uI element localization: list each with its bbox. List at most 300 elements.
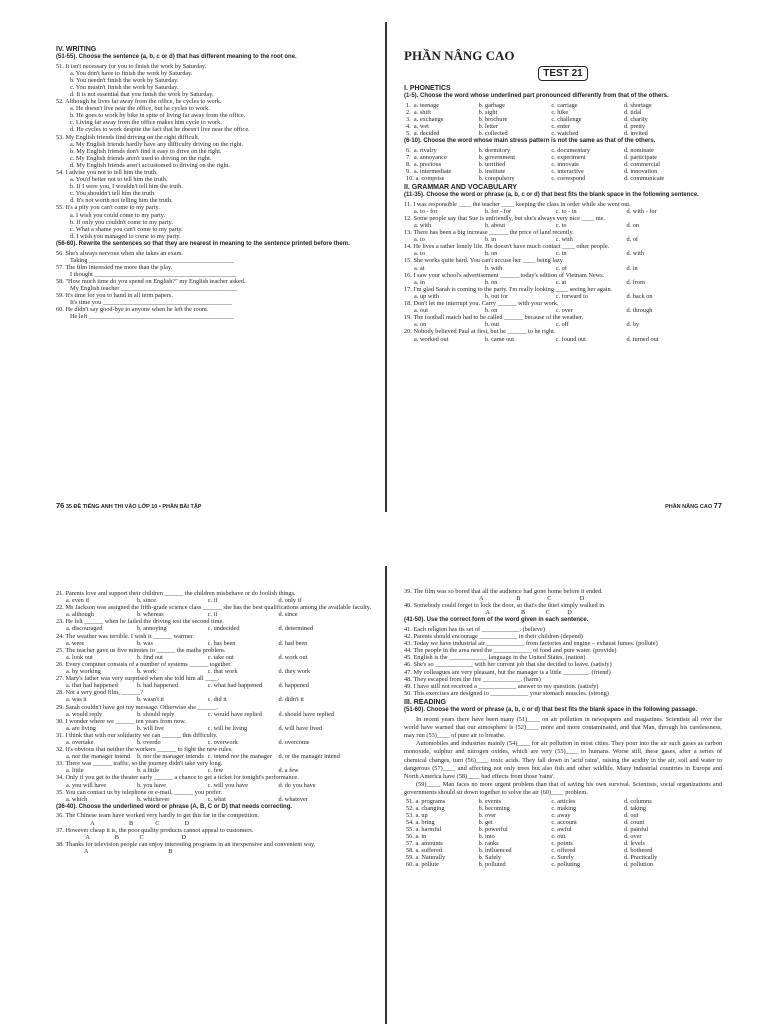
option: d. invited bbox=[624, 129, 648, 137]
option: d. will have lived bbox=[278, 724, 323, 732]
option: a. with bbox=[414, 222, 432, 229]
option: c. that work bbox=[207, 668, 238, 676]
option: 4. a. wet bbox=[406, 122, 429, 130]
option: c. account bbox=[551, 818, 577, 826]
option: d. count bbox=[624, 818, 645, 826]
option: d. shortage bbox=[624, 101, 652, 109]
option-row bbox=[404, 279, 722, 286]
question-text: 11. I was responsible ____ the teacher ____ keeping the class in order while she went out. bbox=[404, 200, 631, 208]
option: d. over bbox=[624, 833, 642, 840]
option-row bbox=[404, 307, 722, 314]
option: d. in bbox=[626, 264, 638, 272]
option: d. My English friends aren't accustomed to driving on the right. bbox=[70, 161, 230, 169]
option: a. to bbox=[414, 236, 425, 244]
option: 52. a. changing bbox=[406, 804, 445, 812]
instruction: (11-35). Choose the word or phrase (a, b, c or d) that best fits the blank space in the following sentence. bbox=[404, 192, 699, 199]
question-list bbox=[56, 590, 374, 803]
option: c. out bbox=[551, 833, 566, 840]
option: c. polluting bbox=[551, 861, 581, 869]
option: a. which bbox=[66, 795, 88, 803]
option-row bbox=[404, 154, 722, 161]
option: a. He doesn't live near the office, but he cycles to work. bbox=[70, 105, 210, 113]
question-text: 26. Every computer consists of a number of systems ______ together. bbox=[56, 660, 232, 668]
option-row bbox=[56, 682, 374, 689]
option: a. although bbox=[66, 611, 94, 619]
option: b. compulsory bbox=[478, 175, 515, 183]
option: b. You needn't finish the work by Saturday. bbox=[70, 76, 179, 84]
option: b. ranks bbox=[478, 840, 499, 848]
option: c. watched bbox=[551, 129, 579, 137]
option: b. institute bbox=[478, 167, 506, 175]
option: a. even if bbox=[66, 597, 90, 605]
option-row bbox=[404, 175, 722, 182]
option-row bbox=[404, 805, 722, 812]
option: d. taking bbox=[624, 804, 647, 812]
option: c. if bbox=[207, 611, 218, 619]
option-row bbox=[404, 236, 722, 243]
option: 1. a. teenage bbox=[406, 101, 440, 109]
word-form-item: 50. This exercises are designed to ____________ your stomach muscles. (strong) bbox=[404, 689, 609, 697]
option: b. into bbox=[478, 833, 495, 840]
option: c. correspond bbox=[551, 175, 586, 183]
option: b. on bbox=[484, 307, 498, 315]
word-form-item: 48. They escaped from the fire ____________. (harm) bbox=[404, 675, 541, 683]
option: c. interactive bbox=[551, 167, 584, 175]
page-right-bottom bbox=[404, 580, 722, 1024]
option-row bbox=[404, 840, 722, 847]
option: c. Living far away from the office makes him cycle to work. bbox=[70, 119, 222, 127]
option: c. to - in bbox=[555, 207, 577, 215]
option: c. away bbox=[551, 811, 571, 819]
passage-paragraph: (59)____, Man faces no more urgent problem than that of saving his own survival. Scientists, social organizations and governments should sit down together to solve the air (60)____ problem. bbox=[404, 781, 722, 797]
option: b. wasn't it bbox=[136, 696, 165, 704]
option: b. influenced bbox=[478, 847, 512, 855]
option: d. I wish you managed to come to my party. bbox=[70, 232, 181, 240]
option: c. making bbox=[551, 804, 577, 812]
option: d. by bbox=[626, 321, 640, 329]
option: d. had been bbox=[278, 639, 308, 647]
option: c. undecided bbox=[207, 625, 240, 633]
option: d. overcome bbox=[278, 738, 310, 746]
option: b. was bbox=[136, 639, 153, 647]
option: 10. a. comprise bbox=[406, 175, 445, 183]
option: b. since bbox=[136, 597, 157, 605]
option: d. levels bbox=[624, 840, 646, 848]
option-row bbox=[404, 798, 722, 805]
option: b. on bbox=[484, 278, 498, 286]
question-text: 35. You can contact us by telephone or e-mail, ______ you prefer. bbox=[56, 788, 222, 796]
option: c. You shouldn't tell him the truth. bbox=[70, 190, 156, 198]
option: c. awful bbox=[551, 825, 572, 833]
option-row bbox=[404, 861, 722, 868]
option: c. in bbox=[555, 250, 567, 258]
word-form-item: 45. English is the ____________ language in the United States. (nation) bbox=[404, 654, 586, 662]
option-row bbox=[56, 696, 374, 703]
option: d. turned out bbox=[626, 335, 659, 343]
option: c. experiment bbox=[551, 153, 586, 161]
option: a. You'd better not to tell him the truth. bbox=[70, 176, 168, 184]
underline-markers: A B C D bbox=[70, 833, 186, 841]
option: c. at bbox=[555, 278, 567, 286]
option: c. enter bbox=[551, 122, 570, 130]
option: b. over bbox=[478, 811, 497, 819]
question-text: 22. Ms Jackson was assigned the fifth-grade science class ______ she has the best qualifications among the available faculty. bbox=[56, 604, 372, 612]
option: b. He goes to work by bike in spite of living far away from the office. bbox=[70, 112, 246, 120]
option: d. participate bbox=[624, 153, 657, 161]
option-row bbox=[56, 668, 374, 675]
question-text: 21. Parents love and support their children ______ the children misbehave or do foolish things. bbox=[56, 590, 296, 597]
page-77 bbox=[404, 40, 722, 510]
option-grid bbox=[404, 798, 722, 869]
underline-markers: A B C D bbox=[418, 595, 585, 603]
option: 3. a. exchange bbox=[406, 115, 444, 123]
option: 55. a. harmful bbox=[406, 825, 442, 833]
option: b. whichever bbox=[136, 795, 170, 803]
option: d. with - for bbox=[626, 207, 657, 215]
answer-line: Taking ______________________________________________ bbox=[70, 256, 234, 264]
question-text: 38. Thanks for television people can enjoy interesting programs in an inexpensive and convenient way. bbox=[56, 840, 316, 848]
option: c. over bbox=[555, 307, 573, 315]
option: a. by working bbox=[66, 668, 101, 676]
option: b. a little bbox=[136, 767, 160, 775]
option: a. out bbox=[414, 307, 428, 315]
option: 9. a. intermediate bbox=[406, 167, 452, 175]
word-form-item: 42. Parents should encourage ____________ in their children (depend) bbox=[404, 633, 583, 641]
option: a. discouraged bbox=[66, 625, 103, 633]
option: d. It is not essential that you finish the work by Saturday. bbox=[70, 90, 214, 98]
option: c. few bbox=[207, 767, 224, 775]
instruction: (6-10). Choose the word whose main stress pattern is not the same as that of the others. bbox=[404, 138, 656, 145]
option: d. charity bbox=[624, 115, 648, 123]
page-footer bbox=[56, 501, 201, 510]
question-text: 13. There has been a big increase ______ the price of land recently. bbox=[404, 229, 574, 237]
option: a. up with bbox=[414, 292, 440, 300]
option: d. tidal bbox=[624, 108, 642, 116]
option: d. through bbox=[626, 307, 653, 315]
option-row bbox=[404, 130, 722, 137]
option: b. nor the manager intends bbox=[136, 753, 204, 761]
option: c. will you have bbox=[207, 781, 248, 789]
option: b. whereas bbox=[136, 611, 164, 619]
option-row bbox=[404, 336, 722, 343]
option: a. on bbox=[414, 321, 427, 329]
option: b. get bbox=[478, 818, 493, 826]
page-number: 76 bbox=[56, 501, 65, 510]
option: d. communicate bbox=[624, 175, 665, 183]
option: b. powerful bbox=[478, 825, 508, 833]
option: c. found out bbox=[555, 335, 586, 343]
option-row bbox=[404, 819, 722, 826]
option: d. determined bbox=[278, 625, 314, 633]
option: a. are living bbox=[66, 724, 96, 732]
option: a. worked out bbox=[414, 335, 449, 343]
question-text: 34. Only if you get to the theater early ______ a chance to get a ticket for tonight's performance. bbox=[56, 774, 299, 782]
option: c. points bbox=[551, 840, 573, 848]
option: c. of bbox=[555, 264, 567, 272]
question-text: 33. There was ______ traffic, so the journey didn't take very long. bbox=[56, 760, 223, 768]
option: b. My English friends don't find it easy to drive on the right. bbox=[70, 147, 222, 155]
word-form-item: 44. The people in the area need the ____________ of food and pure water. (provide) bbox=[404, 647, 617, 655]
page-left-bottom bbox=[56, 580, 374, 1024]
option-row bbox=[56, 654, 374, 661]
option: a. at bbox=[414, 264, 425, 272]
option-row bbox=[404, 123, 722, 130]
option: b. collected bbox=[478, 129, 508, 137]
instruction: (36-40). Choose the underlined word or phrase (A, B, C or D) that needs correcting. bbox=[56, 803, 293, 810]
error-list bbox=[404, 588, 722, 616]
option-row bbox=[56, 753, 374, 760]
option: d. only if bbox=[278, 597, 302, 605]
option: a. look out bbox=[66, 653, 93, 661]
option: d. pretty bbox=[624, 122, 646, 130]
passage-paragraph: Automobiles and industries mainly (54)____ for air pollution in most cities. They pour into the air such gases as carbon monoxide, sulphur and nitrogen oxides, which are very (55)____ to humans. Worse still, these gases, after a series of chemical changes, turn (56)____ toxic acids. They fall down in 'acid rains', raising the acidity in the air, soil and water to dangerous (57)____ and affecting not only trees but also fish and other wildlife. Many industrial countries in Europe and North America have (58)____ bad effects from those 'rains'. bbox=[404, 740, 722, 780]
option: a. that had happened bbox=[66, 682, 118, 690]
question-text: 60. He didn't say good-bye to anyone when he left the room. bbox=[56, 306, 209, 314]
option-row bbox=[404, 854, 722, 861]
option-row bbox=[56, 640, 374, 647]
answer-line: My English teacher _____________________________________ bbox=[70, 285, 238, 292]
instruction: (1-5). Choose the word whose underlined part pronounced differently from that of the others. bbox=[404, 93, 669, 99]
option: b. If only you couldn't come to my party. bbox=[70, 218, 173, 226]
underline-markers: A B bbox=[70, 847, 173, 855]
option: d. pollution bbox=[624, 861, 654, 869]
word-form-list bbox=[404, 626, 722, 697]
option: d. columns bbox=[624, 797, 652, 805]
option: b. garbage bbox=[478, 101, 505, 109]
option-row bbox=[404, 208, 722, 215]
option: b. becoming bbox=[478, 804, 510, 812]
option-row bbox=[404, 168, 722, 175]
option-row bbox=[404, 102, 722, 109]
question-text: 53. My English friends find driving on the right difficult. bbox=[56, 133, 200, 141]
question-text: 20. Nobody believed Paul at first, but he ______ to be right. bbox=[404, 328, 556, 336]
option: d. commercial bbox=[624, 160, 661, 168]
option: b. you have bbox=[136, 781, 167, 789]
option: d. since bbox=[278, 611, 298, 619]
option: b. Safely bbox=[478, 854, 502, 862]
word-form-item: 41. Each religion has its set of ____________. (believe) bbox=[404, 625, 545, 633]
option: 53. a. up bbox=[406, 811, 428, 819]
section-title: IV. WRITING bbox=[56, 46, 97, 53]
option: c. to bbox=[555, 222, 567, 229]
option: d. with bbox=[626, 250, 644, 258]
underline-markers: A B C D bbox=[418, 609, 572, 617]
instruction: (56-60). Rewrite the sentences so that they are nearest in meaning to the sentence printed before them. bbox=[56, 240, 350, 247]
option: c. overwork bbox=[207, 738, 238, 746]
option: b. sight bbox=[478, 108, 498, 116]
option: b. had happened bbox=[136, 682, 178, 690]
answer-line: He left ______________________________________________ bbox=[70, 313, 234, 321]
option-row bbox=[404, 222, 722, 229]
answer-line: It's time you _________________________________________ bbox=[70, 299, 232, 307]
option: b. in bbox=[484, 236, 497, 244]
option: d. out bbox=[624, 811, 639, 819]
option: b. dormitory bbox=[478, 146, 511, 154]
option-row bbox=[56, 611, 374, 618]
error-list bbox=[56, 812, 374, 855]
option: c. what had happened bbox=[207, 682, 263, 690]
question-text: 19. The football match had to be called ______ because of the weather. bbox=[404, 314, 584, 322]
option-grid bbox=[404, 147, 722, 182]
option: b. on bbox=[484, 250, 498, 258]
option: c. did it bbox=[207, 696, 227, 704]
page-76 bbox=[56, 40, 374, 510]
option: d. Practically bbox=[624, 854, 658, 862]
option: a. would reply bbox=[66, 710, 103, 718]
option: 58. a. suffered bbox=[406, 847, 442, 855]
option: b. terrified bbox=[478, 160, 506, 168]
option: a. little bbox=[66, 767, 84, 775]
question-text: 59. It's time for you to hand in all term papers. bbox=[56, 292, 173, 300]
option: c. challenge bbox=[551, 115, 582, 123]
section-title: I. PHONETICS bbox=[404, 85, 451, 92]
option-row bbox=[404, 826, 722, 833]
option: c. Surely bbox=[551, 854, 574, 862]
section-title: II. GRAMMAR AND VOCABULARY bbox=[404, 184, 518, 192]
option: a. to bbox=[414, 250, 425, 258]
word-form-item: 49. I have still not received a ____________ answer to my question. (satisfy) bbox=[404, 682, 599, 690]
question-text: 32. It's obvious that neither the workers ______ to fight the new rules. bbox=[56, 746, 233, 754]
option: c. You mustn't finish the work by Saturday. bbox=[70, 83, 179, 91]
option: b. about bbox=[484, 222, 506, 229]
option: b. should reply bbox=[136, 710, 175, 718]
option: a. were bbox=[66, 639, 85, 647]
option: c. carriage bbox=[551, 101, 578, 109]
question-text: 15. She works quite hard. You can't accuse her ____ being lazy. bbox=[404, 257, 565, 265]
word-form-item: 46. She's so ____________ with her current job that she decided to leave. (satisfy) bbox=[404, 661, 612, 669]
option: d. do you have bbox=[278, 781, 316, 789]
option-grid bbox=[404, 102, 722, 137]
option-row bbox=[404, 293, 722, 300]
option: a. overtake bbox=[66, 738, 94, 746]
option: b. letter bbox=[478, 122, 498, 130]
option-row bbox=[56, 597, 374, 604]
option-row bbox=[56, 625, 374, 632]
option: d. should have replied bbox=[278, 710, 335, 718]
option: a. You don't have to finish the work by Saturday. bbox=[70, 69, 193, 77]
question-text: 39. The film was so bored that all the audience had gone home before it ended. bbox=[404, 588, 603, 595]
option: c. would have replied bbox=[207, 710, 262, 718]
option: a. you will have bbox=[66, 781, 107, 789]
page-banner: PHẦN NÂNG CAO bbox=[404, 48, 515, 63]
word-form-item: 43. Today we have industrial air ____________ from factories and engine – exhaust fumes. (pollute) bbox=[404, 640, 658, 648]
option: a. My English friends hardly have any difficulty driving on the right. bbox=[70, 140, 244, 148]
question-text: 54. I advise you not to tell him the truth. bbox=[56, 169, 158, 176]
option: d. innovation bbox=[624, 167, 658, 175]
option: d. whatever bbox=[278, 795, 308, 803]
question-text: 31. I think that with our solidarity we can ______ this difficulty. bbox=[56, 731, 218, 739]
question-text: 23. He felt ______ when he failed the driving test the second time. bbox=[56, 618, 224, 626]
option: 54. a. bring bbox=[406, 818, 435, 826]
question-text: 36. The Chinese team have worked very hardly to get this far in the competition. bbox=[56, 812, 260, 820]
test-badge: TEST 21 bbox=[538, 66, 588, 81]
question-text: 14. He lives a rather lonely life. He doesn't have much contact ____ other people. bbox=[404, 243, 610, 251]
instruction: (51-60). Choose the word or phrase (a, b, c or d) that best fits the blank space in the following passage. bbox=[404, 706, 698, 713]
option: c. innovate bbox=[551, 160, 579, 168]
option-row bbox=[56, 739, 374, 746]
question-text: 28. Not a very good film, ______? bbox=[56, 689, 144, 697]
page-number: 77 bbox=[713, 501, 722, 510]
option-row bbox=[56, 725, 374, 732]
question-text: 29. Sarah couldn't have got my message. Otherwise she ______. bbox=[56, 703, 219, 711]
footer-text: 35 ĐỀ TIẾNG ANH THI VÀO LỚP 10 • PHẦN BÀI TẬP bbox=[65, 504, 202, 510]
question-text: 17. I'm glad Sarah is coming to the party. I'm really looking ____ seeing her again. bbox=[404, 285, 613, 293]
option: d. nominate bbox=[624, 146, 654, 154]
option: b. government bbox=[478, 153, 516, 161]
option: 60. a. pollute bbox=[406, 861, 439, 869]
option-row bbox=[404, 109, 722, 116]
option: c. intend nor the manager bbox=[207, 753, 272, 761]
option: c. forward to bbox=[555, 292, 589, 300]
question-text: 57. The film interested me more than the play. bbox=[56, 263, 173, 271]
option: b. for - for bbox=[484, 207, 512, 215]
question-text: 51. It isn't necessary for you to finish the work by Saturday. bbox=[56, 62, 207, 70]
question-text: 30. I wonder where we ______ ten years from now. bbox=[56, 717, 186, 725]
question-text: 52. Although he lives far away from the office, he cycles to work. bbox=[56, 98, 222, 106]
option-row bbox=[404, 812, 722, 819]
option: b. polluted bbox=[478, 861, 506, 869]
option: c. What a shame you can't come to my party. bbox=[70, 225, 183, 233]
option: d. work out bbox=[278, 653, 308, 661]
option: b. will live bbox=[136, 724, 164, 732]
instruction: (51-55). Choose the sentence (a, b, c or d) that has different meaning to the root one. bbox=[56, 54, 297, 60]
option: d. back on bbox=[626, 292, 653, 300]
option: 57. a. amounts bbox=[406, 840, 443, 848]
option: c. will be living bbox=[207, 724, 248, 732]
option: d. they work bbox=[278, 668, 311, 676]
passage-paragraph: In recent years there have been many (51)____ on air pollution in newspapers and magazines. Scientists all over the world have warned that our atmosphere is (52)____ more and more contaminated, and that Man, through his carelessness, may run (53)____ of pure air to breathe. bbox=[404, 715, 722, 739]
question-list bbox=[404, 201, 722, 343]
option: c. what bbox=[207, 795, 226, 803]
option: c. has been bbox=[207, 639, 236, 647]
option: c. with bbox=[555, 236, 573, 244]
option: d. He cycles to work despite the fact that he doesn't live near the office. bbox=[70, 126, 250, 134]
page-footer bbox=[665, 501, 722, 510]
option: a. was it bbox=[66, 696, 87, 704]
question-text: 37. However cheap it is, the poor quality products cannot appeal to customers. bbox=[56, 826, 254, 834]
question-text: 55. It's a pity you can't come to my party. bbox=[56, 204, 160, 212]
option-row bbox=[404, 265, 722, 272]
option: d. or the manager intend bbox=[278, 753, 340, 761]
option: c. off bbox=[555, 321, 569, 329]
option: 6. a. rivalry bbox=[406, 146, 437, 154]
answer-line: I thought _____________________________________________ bbox=[70, 270, 237, 278]
option: d. on bbox=[626, 222, 640, 229]
option: 2. a. shift bbox=[406, 108, 432, 116]
option-row bbox=[404, 847, 722, 854]
underline-markers: A B C D bbox=[70, 819, 190, 827]
option: c. offered bbox=[551, 847, 576, 855]
option: b. out for bbox=[484, 292, 509, 300]
option: c. documentary bbox=[551, 146, 591, 154]
question-text: 12. Some people say that Sue is unfriendly, but she's always very nice ____ me. bbox=[404, 214, 605, 222]
option: 56. a. in bbox=[406, 833, 427, 840]
option: d. happened bbox=[278, 682, 309, 690]
option: b. brochure bbox=[478, 115, 508, 123]
option: b. If I were you, I wouldn't tell him the truth. bbox=[70, 183, 183, 191]
option: d. a few bbox=[278, 767, 299, 775]
option-row bbox=[56, 782, 374, 789]
question-text: 56. She's always nervous when she takes an exam. bbox=[56, 249, 184, 257]
option: d. bothered bbox=[624, 847, 653, 855]
option: 51. a. programs bbox=[406, 797, 446, 805]
question-text: 27. Mary's father was very surprised when she told him all ____. bbox=[56, 675, 220, 683]
instruction: (41-50). Use the correct form of the word given in each sentence. bbox=[404, 617, 589, 624]
option: a. nor the manager intend bbox=[66, 753, 131, 761]
option: b. came out bbox=[484, 335, 515, 343]
option: d. painful bbox=[624, 825, 649, 833]
section-title: III. READING bbox=[404, 698, 447, 706]
